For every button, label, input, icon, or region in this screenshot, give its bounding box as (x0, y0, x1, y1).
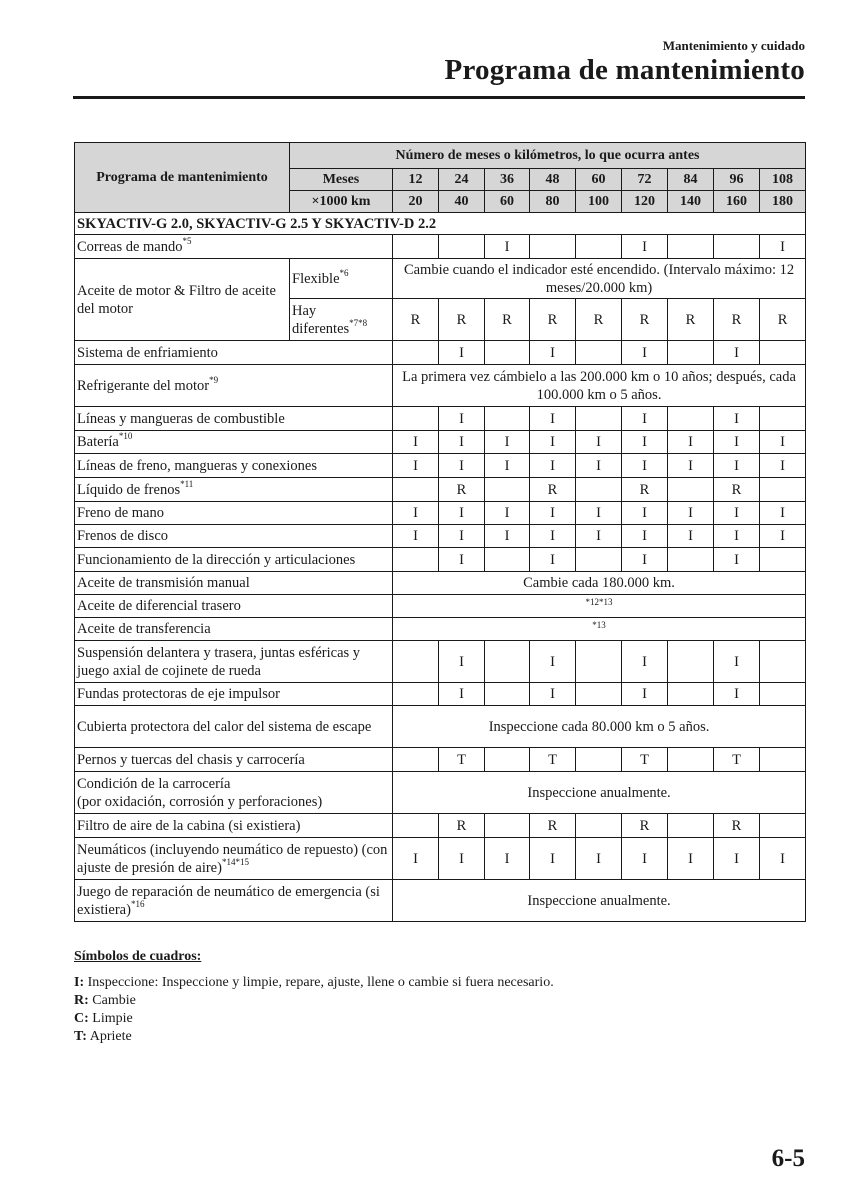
table-cell (668, 341, 714, 365)
table-cell: I (393, 454, 439, 478)
table-cell: I (622, 454, 668, 478)
month-header: 12 (393, 169, 439, 191)
table-row-reparacion (75, 880, 806, 922)
row-label: Filtro de aire de la cabina (si existiera) (75, 814, 393, 838)
legend-title: Símbolos de cuadros: (74, 949, 202, 964)
table-cell: I (760, 235, 806, 259)
table-cell: R (530, 299, 576, 341)
month-header: 48 (530, 169, 576, 191)
table-cell: I (485, 525, 530, 548)
row-label: Líneas de freno, mangueras y conexiones (75, 454, 393, 478)
table-row-escape (75, 706, 806, 748)
table-cell: I (485, 454, 530, 478)
table-cell: T (530, 748, 576, 772)
table-cell: I (576, 502, 622, 525)
table-cell: I (760, 502, 806, 525)
table-row (75, 478, 806, 502)
table-cell: I (576, 838, 622, 880)
table-cell (714, 235, 760, 259)
table-cell: R (622, 478, 668, 502)
table-row-transmision (75, 572, 806, 595)
table-cell: T (439, 748, 485, 772)
table-cell (393, 341, 439, 365)
table-cell: I (439, 502, 485, 525)
km-header: 140 (668, 191, 714, 213)
table-cell (393, 814, 439, 838)
header-row-group (75, 143, 806, 169)
table-cell: I (530, 641, 576, 683)
span-note: Inspeccione anualmente. (393, 772, 806, 814)
table-cell (760, 641, 806, 683)
table-cell (576, 683, 622, 706)
km-label: ×1000 km (290, 191, 393, 213)
table-row-aceite-flexible (75, 259, 806, 299)
table-cell: R (393, 299, 439, 341)
table-cell: I (485, 431, 530, 454)
table-cell: I (576, 454, 622, 478)
table-cell (576, 548, 622, 572)
table-cell: I (485, 235, 530, 259)
table-cell: I (485, 502, 530, 525)
month-header: 24 (439, 169, 485, 191)
table-cell: I (439, 454, 485, 478)
month-header: 96 (714, 169, 760, 191)
table-cell: I (714, 838, 760, 880)
table-cell (393, 407, 439, 431)
span-note: Cambie cuando el indicador esté encendido. (Intervalo máximo: 12 meses/20.000 km) (393, 259, 806, 299)
table-cell: I (530, 838, 576, 880)
table-cell: I (622, 235, 668, 259)
month-header: 36 (485, 169, 530, 191)
table-cell: R (714, 814, 760, 838)
table-cell: I (439, 407, 485, 431)
row-label: Líquido de frenos$^{*11}$ (75, 478, 393, 502)
row-label: Batería$^{*10}$ (75, 431, 393, 454)
legend-item: C: Limpie (74, 1011, 133, 1026)
table-cell: I (714, 341, 760, 365)
month-header: 108 (760, 169, 806, 191)
table-cell: I (760, 431, 806, 454)
table-cell: I (714, 454, 760, 478)
table-cell (485, 683, 530, 706)
table-cell: I (530, 454, 576, 478)
table-cell (485, 814, 530, 838)
page-title: Programa de mantenimiento (444, 54, 805, 86)
table-cell (576, 641, 622, 683)
sub-label: Flexible$^{*6}$ (290, 259, 393, 299)
table-cell (393, 478, 439, 502)
title-rule (73, 96, 805, 99)
table-cell (668, 641, 714, 683)
table-cell: I (576, 431, 622, 454)
table-cell: I (439, 838, 485, 880)
row-label: Aceite de transferencia (75, 618, 393, 641)
table-cell (393, 235, 439, 259)
engine-row (75, 213, 806, 235)
table-cell: R (760, 299, 806, 341)
table-cell: R (530, 478, 576, 502)
km-header: 100 (576, 191, 622, 213)
table-cell (485, 407, 530, 431)
table-cell: I (668, 454, 714, 478)
table-corner-label: Programa de mantenimiento (75, 143, 290, 213)
table-cell: I (714, 431, 760, 454)
row-label: Suspensión delantera y trasera, juntas esféricas y juego axial de cojinete de rueda (75, 641, 393, 683)
table-cell: R (439, 478, 485, 502)
row-label: Aceite de diferencial trasero (75, 595, 393, 618)
km-header: 60 (485, 191, 530, 213)
table-cell: I (622, 341, 668, 365)
table-cell (668, 407, 714, 431)
table-cell (668, 478, 714, 502)
span-note: Inspeccione cada 80.000 km o 5 años. (393, 706, 806, 748)
table-cell: I (668, 525, 714, 548)
row-label: Pernos y tuercas del chasis y carrocería (75, 748, 393, 772)
table-cell (576, 341, 622, 365)
table-cell (485, 548, 530, 572)
month-header: 60 (576, 169, 622, 191)
table-cell: I (622, 525, 668, 548)
table-row-diferencial (75, 595, 806, 618)
table-cell: R (668, 299, 714, 341)
table-cell: I (622, 502, 668, 525)
table-cell: T (622, 748, 668, 772)
table-cell (576, 478, 622, 502)
table-cell: I (530, 502, 576, 525)
table-cell: I (760, 838, 806, 880)
table-cell: I (439, 641, 485, 683)
row-label: Sistema de enfriamiento (75, 341, 393, 365)
table-cell (393, 641, 439, 683)
table-cell (485, 341, 530, 365)
km-header: 40 (439, 191, 485, 213)
table-row-carroceria (75, 772, 806, 814)
table-cell: I (439, 525, 485, 548)
table-cell: R (530, 814, 576, 838)
table-cell (485, 748, 530, 772)
months-label: Meses (290, 169, 393, 191)
span-note: Cambie cada 180.000 km. (393, 572, 806, 595)
row-label: Freno de mano (75, 502, 393, 525)
month-header: 72 (622, 169, 668, 191)
table-cell (393, 548, 439, 572)
table-cell: I (714, 502, 760, 525)
table-cell: I (714, 641, 760, 683)
table-cell: R (714, 478, 760, 502)
table-cell: I (622, 641, 668, 683)
table-cell: I (530, 431, 576, 454)
table-cell: I (622, 838, 668, 880)
row-label: Funcionamiento de la dirección y articulaciones (75, 548, 393, 572)
table-cell (576, 748, 622, 772)
span-note: La primera vez cámbielo a las 200.000 km o 10 años; después, cada 100.000 km o 5 años. (393, 365, 806, 407)
table-cell: R (622, 299, 668, 341)
table-cell (760, 748, 806, 772)
km-header: 80 (530, 191, 576, 213)
table-cell: I (714, 683, 760, 706)
table-cell: I (622, 683, 668, 706)
km-header: 20 (393, 191, 439, 213)
table-cell: I (668, 838, 714, 880)
table-row-transferencia (75, 618, 806, 641)
row-label: Juego de reparación de neumático de emergencia (si existiera)$^{*16}$ (75, 880, 393, 922)
table-cell: R (439, 814, 485, 838)
row-label: Frenos de disco (75, 525, 393, 548)
table-cell (668, 814, 714, 838)
table-cell: T (714, 748, 760, 772)
table-cell: I (760, 525, 806, 548)
table-row (75, 454, 806, 478)
span-note (393, 595, 806, 618)
span-note: Inspeccione anualmente. (393, 880, 806, 922)
row-label: Aceite de transmisión manual (75, 572, 393, 595)
engine-header: SKYACTIV-G 2.0, SKYACTIV-G 2.5 Y SKYACTIV-D 2.2 (75, 213, 806, 235)
table-row (75, 548, 806, 572)
legend-item: T: Apriete (74, 1029, 132, 1044)
table-cell (576, 407, 622, 431)
table-cell: I (714, 548, 760, 572)
row-label: Refrigerante del motor$^{*9}$ (75, 365, 393, 407)
table-cell (530, 235, 576, 259)
table-cell (576, 235, 622, 259)
table-cell: I (530, 683, 576, 706)
table-cell: I (485, 838, 530, 880)
row-label: Condición de la carrocería (por oxidación, corrosión y perforaciones) (75, 772, 393, 814)
table-cell: R (439, 299, 485, 341)
span-note (393, 618, 806, 641)
legend-item: R: Cambie (74, 993, 136, 1008)
table-row (75, 683, 806, 706)
footnote-ref: *12*13 (585, 597, 613, 607)
table-cell (439, 235, 485, 259)
table-cell (485, 478, 530, 502)
table-cell: I (439, 548, 485, 572)
table-cell (485, 641, 530, 683)
maintenance-table (74, 142, 806, 922)
row-label: Cubierta protectora del calor del sistema de escape (75, 706, 393, 748)
table-row (75, 235, 806, 259)
table-cell: R (714, 299, 760, 341)
group-header: Número de meses o kilómetros, lo que ocurra antes (290, 143, 806, 169)
table-cell: I (576, 525, 622, 548)
row-label: Neumáticos (incluyendo neumático de repuesto) (con ajuste de presión de aire)$^{*14*15}$ (75, 838, 393, 880)
table-row (75, 838, 806, 880)
table-cell: I (393, 502, 439, 525)
footnote-ref: *13 (592, 620, 606, 630)
table-cell (393, 683, 439, 706)
table-cell: I (530, 548, 576, 572)
table-cell: I (393, 431, 439, 454)
table-cell: I (668, 502, 714, 525)
table-cell: R (485, 299, 530, 341)
table-cell (668, 683, 714, 706)
table-row (75, 407, 806, 431)
row-label: Líneas y mangueras de combustible (75, 407, 393, 431)
table-row (75, 748, 806, 772)
table-cell: I (530, 407, 576, 431)
table-row (75, 431, 806, 454)
legend (74, 948, 554, 1046)
table-cell: I (530, 341, 576, 365)
km-header: 160 (714, 191, 760, 213)
table-cell: I (622, 407, 668, 431)
month-header: 84 (668, 169, 714, 191)
sub-label: Hay diferentes$^{*7*8}$ (290, 299, 393, 341)
km-header: 180 (760, 191, 806, 213)
table-row (75, 502, 806, 525)
table-cell: I (439, 341, 485, 365)
table-row (75, 814, 806, 838)
table-cell: I (622, 431, 668, 454)
table-cell (668, 548, 714, 572)
table-cell: I (668, 431, 714, 454)
row-label: Fundas protectoras de eje impulsor (75, 683, 393, 706)
table-cell: I (714, 407, 760, 431)
table-cell (393, 748, 439, 772)
table-cell: I (393, 838, 439, 880)
page-number: 6-5 (771, 1145, 805, 1172)
legend-item: I: Inspeccione: Inspeccione y limpie, repare, ajuste, llene o cambie si fuera necesario. (74, 975, 554, 990)
table-cell (760, 683, 806, 706)
table-cell: R (622, 814, 668, 838)
table-cell (760, 548, 806, 572)
table-cell (576, 814, 622, 838)
table-row (75, 641, 806, 683)
section-label: Mantenimiento y cuidado (662, 38, 805, 53)
table-cell: I (714, 525, 760, 548)
table-cell: I (622, 548, 668, 572)
table-cell: I (530, 525, 576, 548)
table-cell (760, 478, 806, 502)
table-row-refrigerante (75, 365, 806, 407)
table-cell: I (439, 683, 485, 706)
table-cell (760, 814, 806, 838)
row-label: Correas de mando$^{*5}$ (75, 235, 393, 259)
table-row (75, 525, 806, 548)
km-header: 120 (622, 191, 668, 213)
table-cell: I (439, 431, 485, 454)
table-cell (760, 407, 806, 431)
table-cell: I (760, 454, 806, 478)
row-label: Aceite de motor & Filtro de aceite del motor (75, 259, 290, 341)
table-cell (668, 748, 714, 772)
table-cell (760, 341, 806, 365)
table-cell: R (576, 299, 622, 341)
table-cell: I (393, 525, 439, 548)
table-cell (668, 235, 714, 259)
table-row (75, 341, 806, 365)
